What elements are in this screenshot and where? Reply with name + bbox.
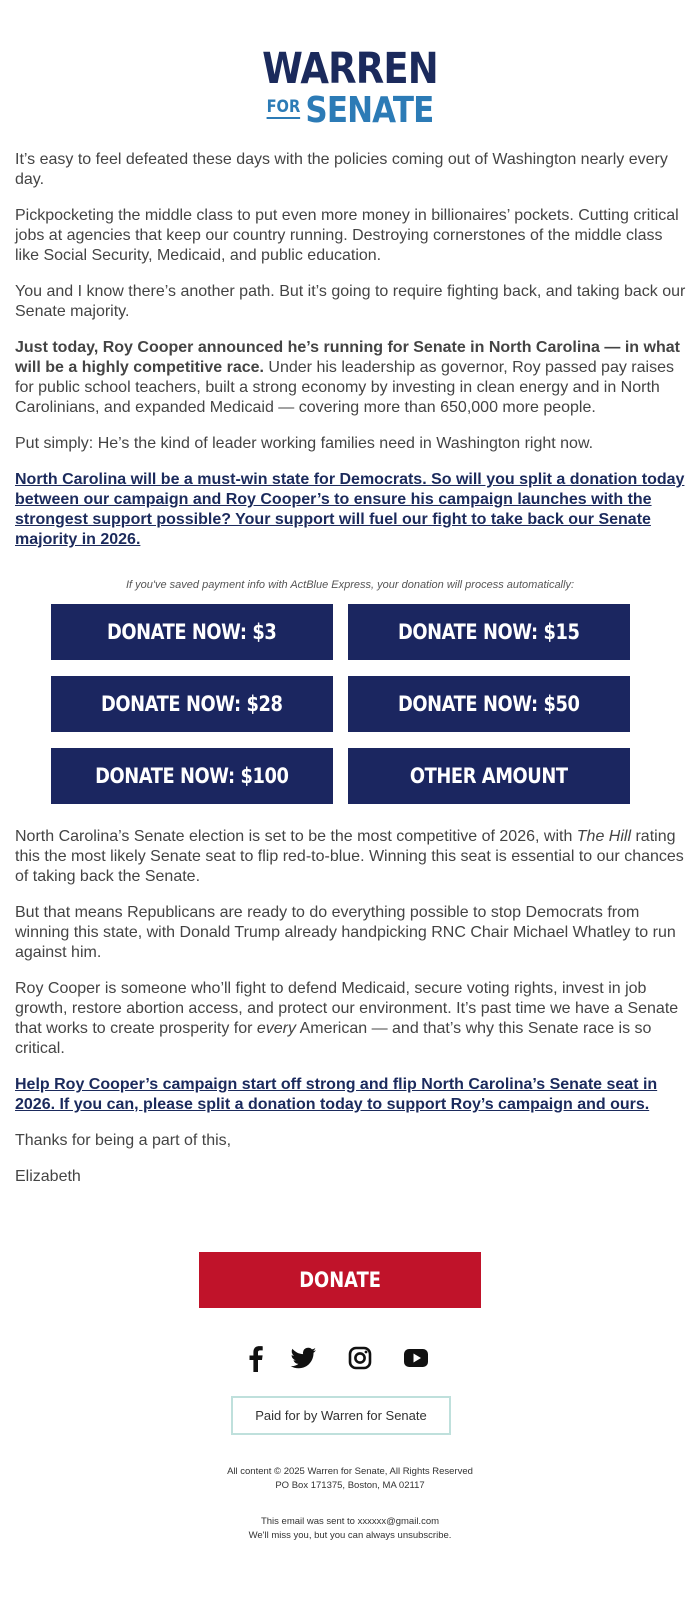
- paragraph-8-b: American — and that’s why this Senate race is so critical.: [15, 1020, 652, 1057]
- paragraph-4-rest: Under his leadership as governor, Roy passed pay raises for public school teachers, built a strong economy by investing in clean energy and in North Carolinians, and expanded Medicaid — covering more than 650,000 more people.: [15, 359, 674, 416]
- donate-button-label: DONATE: [299, 1268, 381, 1292]
- cta-link-help-roy-cooper[interactable]: Help Roy Cooper’s campaign start off strong and flip North Carolina’s Senate seat in 2026. If you can, please split a donation today to support Roy’s campaign and ours.: [15, 1076, 658, 1113]
- signature: Elizabeth: [15, 1168, 81, 1185]
- paragraph-5: Put simply: He’s the kind of leader working families need in Washington right now.: [15, 435, 594, 452]
- paragraph-2: Pickpocketing the middle class to put even more money in billionaires’ pockets. Cutting critical jobs at agencies that keep our country running. Destroying cornerstones of the middle class like Social Security, Medicaid, and public education.: [15, 207, 679, 264]
- donate-28-label: DONATE NOW: $28: [101, 692, 283, 716]
- donate-button[interactable]: [199, 1252, 481, 1308]
- social-links: [0, 1343, 700, 1373]
- twitter-icon[interactable]: [288, 1343, 318, 1373]
- closing-line: Thanks for being a part of this,: [15, 1132, 232, 1149]
- paragraph-4-bold: Just today, Roy Cooper announced he’s running for Senate in North Carolina — in what will be a highly competitive race.: [15, 339, 680, 376]
- paragraph-4: [15, 338, 687, 418]
- youtube-icon[interactable]: [401, 1343, 431, 1373]
- paid-for-disclaimer: Paid for by Warren for Senate: [231, 1396, 451, 1435]
- paragraph-6: [15, 827, 687, 887]
- actblue-express-note: If you've saved payment info with ActBlue Express, your donation will process automatically:: [125, 579, 575, 591]
- donate-100-button[interactable]: [51, 748, 333, 804]
- donate-15-button[interactable]: [348, 604, 630, 660]
- cta-link-2-wrap: [15, 1075, 687, 1115]
- email-body-bottom: [15, 827, 687, 1203]
- donate-3-label: DONATE NOW: $3: [107, 620, 277, 644]
- paragraph-3: You and I know there’s another path. But it’s going to require fighting back, and taking back our Senate majority.: [15, 283, 686, 320]
- donate-50-button[interactable]: [348, 676, 630, 732]
- logo-line2: [49, 90, 651, 131]
- footer-copyright: All content © 2025 Warren for Senate, All Rights Reserved: [227, 1466, 473, 1477]
- footer-sent-to: This email was sent to xxxxxx@gmail.com: [260, 1516, 440, 1527]
- email-body-top: [15, 150, 687, 566]
- donate-other-amount-button[interactable]: [348, 748, 630, 804]
- facebook-icon[interactable]: [241, 1343, 271, 1373]
- donate-other-label: OTHER AMOUNT: [410, 764, 568, 788]
- donate-100-label: DONATE NOW: $100: [95, 764, 289, 788]
- cta-link-split-donation[interactable]: North Carolina will be a must-win state for Democrats. So will you split a donation today between our campaign and Roy Cooper’s to ensure his campaign launches with the strongest support possible? Your support will fuel our fight to take back our Senate majority in 2026.: [15, 471, 685, 548]
- logo-warren-text: WARREN: [262, 44, 438, 94]
- paragraph-6-b: rating this the most likely Senate seat to flip red-to-blue. Winning this seat is essential to our chances of taking back the Senate.: [15, 828, 684, 885]
- donate-15-label: DONATE NOW: $15: [398, 620, 580, 644]
- logo-senate-text: SENATE: [305, 90, 434, 131]
- donate-3-button[interactable]: [51, 604, 333, 660]
- warren-for-senate-logo: [0, 44, 700, 131]
- footer-unsubscribe[interactable]: We'll miss you, but you can always unsubscribe.: [248, 1530, 452, 1541]
- paragraph-1: It’s easy to feel defeated these days with the policies coming out of Washington nearly every day.: [15, 151, 668, 188]
- paragraph-6-italic: The Hill: [576, 828, 632, 845]
- logo-for-text: FOR: [266, 97, 301, 117]
- donate-50-label: DONATE NOW: $50: [398, 692, 580, 716]
- paragraph-8-italic: every: [256, 1020, 296, 1037]
- paragraph-6-a: North Carolina’s Senate election is set to be the most competitive of 2026, with: [15, 828, 577, 845]
- paragraph-8: [15, 979, 687, 1059]
- paragraph-8-a: Roy Cooper is someone who’ll fight to defend Medicaid, secure voting rights, invest in job growth, restore abortion access, and protect our environment. It’s past time we have a Senate that works to create prosperity for: [15, 980, 679, 1037]
- cta-link-1-wrap: [15, 470, 687, 550]
- instagram-icon[interactable]: [345, 1343, 375, 1373]
- paragraph-7: But that means Republicans are ready to do everything possible to stop Democrats from winning this state, with Donald Trump already handpicking RNC Chair Michael Whatley to run against him.: [15, 904, 676, 961]
- footer-address: PO Box 171375, Boston, MA 02117: [275, 1480, 425, 1491]
- donate-28-button[interactable]: [51, 676, 333, 732]
